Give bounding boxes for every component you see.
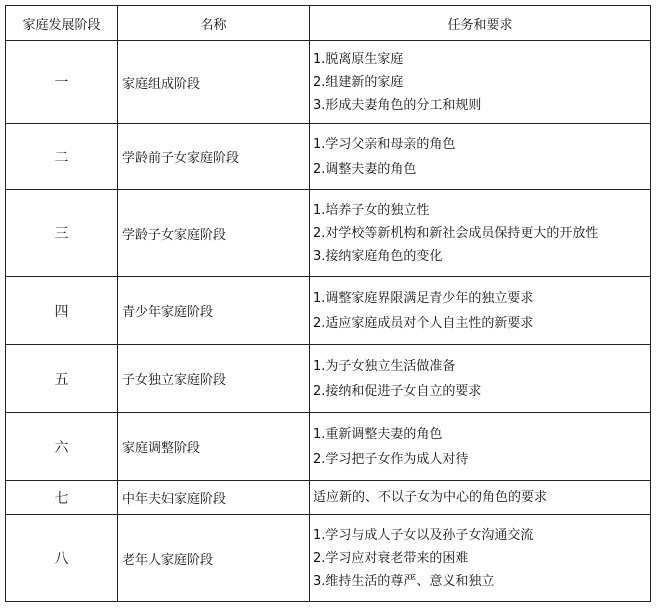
task-item: 1.重新调整夫妻的角色 bbox=[313, 426, 443, 442]
header-name: 名称 bbox=[118, 6, 310, 41]
tasks-cell bbox=[310, 124, 651, 190]
table-row bbox=[6, 190, 651, 277]
stage-name-cell: 子女独立家庭阶段 bbox=[118, 345, 310, 413]
stage-cell: 五 bbox=[6, 345, 118, 413]
stage-cell: 八 bbox=[6, 515, 118, 602]
stage-cell: 七 bbox=[6, 481, 118, 515]
task-item: 3.形成夫妻角色的分工和规则 bbox=[313, 97, 482, 113]
header-stage: 家庭发展阶段 bbox=[6, 6, 118, 41]
stage-name-cell: 家庭调整阶段 bbox=[118, 413, 310, 481]
task-item: 2.组建新的家庭 bbox=[313, 74, 404, 90]
tasks-cell bbox=[310, 41, 651, 124]
task-item: 2.调整夫妻的角色 bbox=[313, 161, 417, 177]
task-item: 1.为子女独立生活做准备 bbox=[313, 358, 456, 374]
task-item: 2.学习把子女作为成人对待 bbox=[313, 451, 469, 467]
task-item: 1.培养子女的独立性 bbox=[313, 202, 430, 218]
task-item: 1.学习与成人子女以及孙子女沟通交流 bbox=[313, 527, 534, 543]
stage-name-cell: 学龄前子女家庭阶段 bbox=[118, 124, 310, 190]
tasks-cell bbox=[310, 515, 651, 602]
stage-cell: 一 bbox=[6, 41, 118, 124]
task-item: 1.脱离原生家庭 bbox=[313, 51, 404, 67]
stage-cell: 六 bbox=[6, 413, 118, 481]
stage-name-cell: 中年夫妇家庭阶段 bbox=[118, 481, 310, 515]
task-item: 3.接纳家庭角色的变化 bbox=[313, 248, 443, 264]
header-row bbox=[6, 6, 651, 41]
stage-cell: 三 bbox=[6, 190, 118, 277]
task-item: 1.学习父亲和母亲的角色 bbox=[313, 136, 456, 152]
tasks-cell bbox=[310, 481, 651, 515]
table-row bbox=[6, 413, 651, 481]
tasks-cell bbox=[310, 345, 651, 413]
task-item: 2.接纳和促进子女自立的要求 bbox=[313, 383, 482, 399]
stage-cell: 二 bbox=[6, 124, 118, 190]
tasks-cell bbox=[310, 277, 651, 345]
table-row bbox=[6, 277, 651, 345]
table-row bbox=[6, 41, 651, 124]
stage-cell: 四 bbox=[6, 277, 118, 345]
task-item: 适应新的、不以子女为中心的角色的要求 bbox=[313, 489, 548, 505]
task-item: 2.学习应对衰老带来的困难 bbox=[313, 550, 469, 566]
stage-name-cell: 家庭组成阶段 bbox=[118, 41, 310, 124]
header-tasks: 任务和要求 bbox=[310, 6, 651, 41]
task-item: 2.对学校等新机构和新社会成员保持更大的开放性 bbox=[313, 225, 599, 241]
stage-name-cell: 学龄子女家庭阶段 bbox=[118, 190, 310, 277]
task-item: 3.维持生活的尊严、意义和独立 bbox=[313, 573, 495, 589]
tasks-cell bbox=[310, 190, 651, 277]
stage-name-cell: 青少年家庭阶段 bbox=[118, 277, 310, 345]
family-stages-table bbox=[5, 5, 651, 602]
task-item: 1.调整家庭界限满足青少年的独立要求 bbox=[313, 290, 534, 306]
table-row bbox=[6, 481, 651, 515]
table-row bbox=[6, 515, 651, 602]
task-item: 2.适应家庭成员对个人自主性的新要求 bbox=[313, 315, 534, 331]
table-row bbox=[6, 124, 651, 190]
stage-name-cell: 老年人家庭阶段 bbox=[118, 515, 310, 602]
table-row bbox=[6, 345, 651, 413]
tasks-cell bbox=[310, 413, 651, 481]
